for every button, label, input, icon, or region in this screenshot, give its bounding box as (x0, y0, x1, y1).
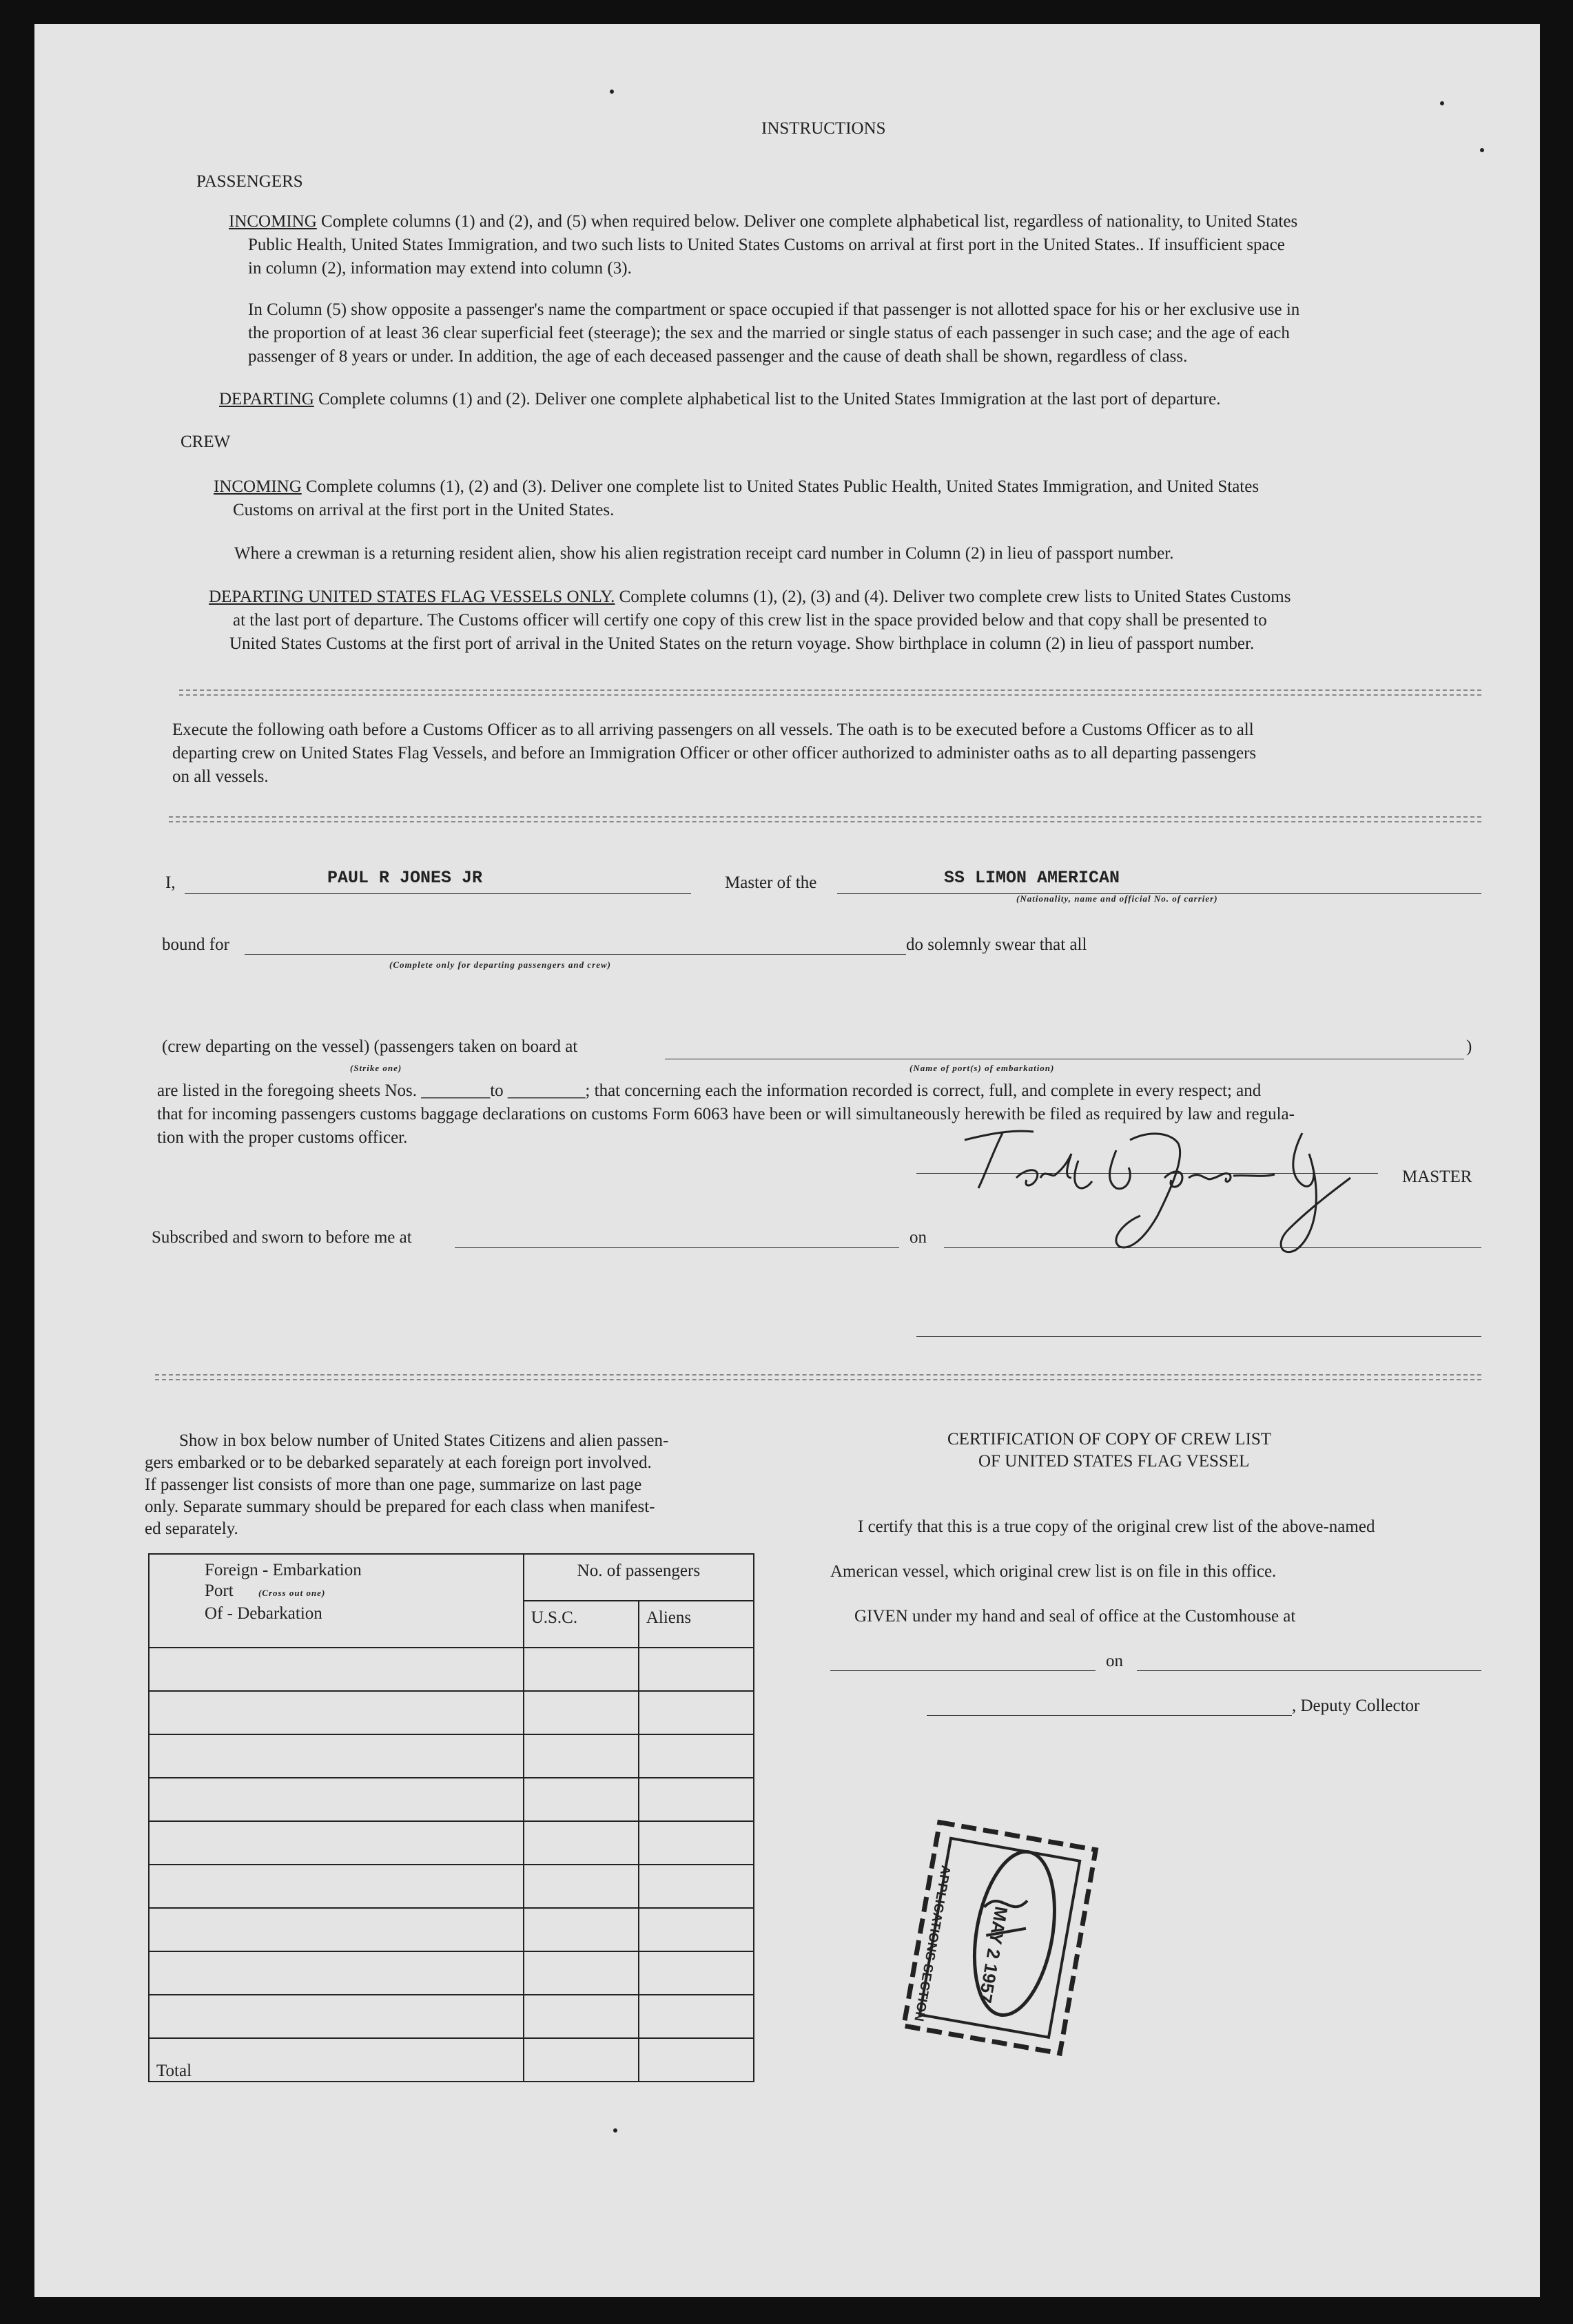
port-header-hint: (Cross out one) (258, 1588, 326, 1598)
aliens-cell[interactable] (639, 1865, 754, 1908)
subscribed-place-line[interactable] (455, 1247, 899, 1248)
certification-title-line1: CERTIFICATION OF COPY OF CREW LIST (947, 1430, 1272, 1449)
certification-title-line2: OF UNITED STATES FLAG VESSEL (978, 1452, 1250, 1471)
aliens-cell[interactable] (639, 1995, 754, 2038)
oath-intro-line3: on all vessels. (172, 767, 269, 786)
usc-cell[interactable] (524, 1691, 639, 1734)
aliens-cell[interactable] (639, 1951, 754, 1995)
aliens-column-header: Aliens (639, 1601, 754, 1648)
summary-intro-line2: gers embarked or to be debarked separately at each foreign port involved. (145, 1453, 652, 1472)
column5-line3: passenger of 8 years or under. In addition, the age of each deceased passenger and the cause of death shall be shown, regardless of class. (248, 347, 1188, 366)
certification-on-label: on (1106, 1652, 1123, 1670)
passenger-summary-table (148, 1553, 754, 2082)
port-cell[interactable] (149, 1908, 524, 1951)
aliens-cell[interactable] (639, 1908, 754, 1951)
port-cell[interactable] (149, 1648, 524, 1691)
certification-date-line[interactable] (1137, 1670, 1481, 1671)
passengers-incoming-text: Complete columns (1) and (2), and (5) when required below. Deliver one complete alphabetical list, regardless of nationality, to United States (321, 212, 1298, 231)
port-cell[interactable] (149, 1995, 524, 2038)
section-divider (179, 689, 1481, 696)
summary-intro-line1: Show in box below number of United States Citizens and alien passen- (179, 1431, 669, 1450)
passenger-count-header: No. of passengers (524, 1554, 754, 1601)
officer-signature-line[interactable] (916, 1336, 1481, 1337)
oath-intro-line2: departing crew on United States Flag Vessels, and before an Immigration Officer or other officer authorized to administer oaths as to all departing passengers (172, 744, 1257, 762)
listed-text: are listed in the foregoing sheets Nos. ________to _________; that concerning each the information recorded is correct, full, and complete in every respect; and (157, 1081, 1262, 1100)
bound-for-label: bound for (162, 935, 229, 954)
aliens-cell[interactable] (639, 1648, 754, 1691)
document-page (34, 24, 1540, 2297)
passengers-heading: PASSENGERS (196, 172, 303, 191)
strike-one-hint: (Strike one) (350, 1063, 402, 1073)
usc-cell[interactable] (524, 1995, 639, 2038)
subscribed-on-label: on (909, 1228, 927, 1247)
scan-speck (610, 90, 614, 94)
usc-total-cell[interactable] (524, 2038, 639, 2082)
total-label: Total (156, 2062, 192, 2080)
certification-text-2: American vessel, which original crew list is on file in this office. (830, 1562, 1277, 1581)
summary-intro-line5: ed separately. (145, 1519, 238, 1538)
summary-intro-line3: If passenger list consists of more than one page, summarize on last page (145, 1475, 642, 1494)
usc-cell[interactable] (524, 1865, 639, 1908)
port-header-line3: Of - Debarkation (205, 1604, 322, 1623)
section-divider (155, 1374, 1481, 1380)
port-cell[interactable] (149, 1778, 524, 1821)
crew-departing-line3: United States Customs at the first port of arrival in the United States on the return voyage. Show birthplace in column (2) in lieu of passport number. (229, 634, 1255, 653)
port-header-line1: Foreign - Embarkation (205, 1561, 362, 1579)
stamp-frame-icon (885, 1812, 1128, 2072)
certification-text-3: GIVEN under my hand and seal of office at the Customhouse at (854, 1607, 1296, 1626)
crew-incoming-label: INCOMING (214, 477, 302, 496)
passengers-departing (219, 388, 1220, 411)
passengers-incoming-label: INCOMING (229, 212, 317, 231)
usc-cell[interactable] (524, 1778, 639, 1821)
baggage-text: that for incoming passengers customs baggage declarations on customs Form 6063 have been or will simultaneously herewith be filed as required by law and regula- (157, 1105, 1295, 1123)
stamp-section: APPLICATIONS SECTION (911, 1864, 953, 2023)
master-of-label: Master of the (725, 873, 817, 892)
oath-intro-line1: Execute the following oath before a Customs Officer as to all arriving passengers on all vessels. The oath is to be executed before a Customs Officer as to all (172, 720, 1254, 739)
column5-line1: In Column (5) show opposite a passenger's name the compartment or space occupied if that passenger is not allotted space for his or her exclusive use in (248, 300, 1300, 319)
stamp-date: MAY 2 1957 (974, 1905, 1012, 2005)
aliens-cell[interactable] (639, 1821, 754, 1865)
ports-hint: (Name of port(s) of embarkation) (909, 1063, 1055, 1073)
bound-for-field-line[interactable] (245, 954, 906, 955)
usc-cell[interactable] (524, 1648, 639, 1691)
port-cell[interactable] (149, 1821, 524, 1865)
aliens-cell[interactable] (639, 1691, 754, 1734)
aliens-total-cell[interactable] (639, 2038, 754, 2082)
master-signature (951, 1112, 1378, 1264)
crew-departing-label: DEPARTING UNITED STATES FLAG VESSELS ONLY. (209, 588, 615, 606)
crew-incoming-text: Complete columns (1), (2) and (3). Deliver one complete list to United States Public Health, United States Immigration, and United States (306, 477, 1260, 496)
total-row-label (149, 2038, 524, 2082)
section-divider (169, 816, 1481, 822)
crew-departing-line2: at the last port of departure. The Customs officer will certify one copy of this crew list in the space provided below and that copy shall be presented to (233, 611, 1267, 630)
port-cell[interactable] (149, 1691, 524, 1734)
port-cell[interactable] (149, 1951, 524, 1995)
crew-incoming (214, 475, 1259, 499)
aliens-cell[interactable] (639, 1734, 754, 1778)
subscribed-label: Subscribed and sworn to before me at (152, 1228, 412, 1247)
summary-intro-line4: only. Separate summary should be prepared for each class when manifest- (145, 1497, 655, 1516)
crew-resident-note: Where a crewman is a returning resident alien, show his alien registration receipt card number in Column (2) in lieu of passport number. (234, 544, 1174, 563)
column5-line2: the proportion of at least 36 clear superficial feet (steerage); the sex and the married or single status of each passenger in such case; and the age of each (248, 324, 1290, 342)
deputy-collector-line[interactable] (927, 1715, 1292, 1716)
usc-cell[interactable] (524, 1821, 639, 1865)
close-paren: ) (1466, 1037, 1472, 1056)
crew-incoming-line2: Customs on arrival at the first port in the United States. (233, 501, 615, 519)
port-cell[interactable] (149, 1865, 524, 1908)
vessel-value: SS LIMON AMERICAN (944, 868, 1120, 888)
deputy-collector-label: , Deputy Collector (1292, 1697, 1420, 1715)
received-stamp (885, 1812, 1128, 2072)
usc-cell[interactable] (524, 1908, 639, 1951)
passengers-incoming (229, 210, 1297, 234)
crew-departing-strike-text: (crew departing on the vessel) (passengers taken on board at (162, 1037, 578, 1056)
scan-speck (1480, 148, 1484, 152)
swear-text: do solemnly swear that all (906, 935, 1087, 954)
name-field-line[interactable] (185, 893, 691, 894)
page-title: INSTRUCTIONS (761, 119, 886, 138)
vessel-field-hint: (Nationality, name and official No. of carrier) (1016, 893, 1218, 904)
usc-cell[interactable] (524, 1734, 639, 1778)
master-title-label: MASTER (1402, 1168, 1472, 1186)
officer-text: tion with the proper customs officer. (157, 1128, 408, 1147)
scan-speck (1440, 101, 1444, 105)
port-column-header (149, 1554, 524, 1648)
passengers-incoming-line3: in column (2), information may extend into column (3). (248, 259, 632, 278)
crew-heading: CREW (181, 433, 231, 451)
scan-speck (613, 2128, 617, 2133)
aliens-cell[interactable] (639, 1778, 754, 1821)
usc-cell[interactable] (524, 1951, 639, 1995)
oath-i-label: I, (165, 873, 176, 892)
port-header-line2: Port (205, 1581, 234, 1600)
customhouse-line[interactable] (830, 1670, 1096, 1671)
port-cell[interactable] (149, 1734, 524, 1778)
passengers-departing-label: DEPARTING (219, 390, 314, 408)
master-name-value: PAUL R JONES JR (327, 868, 483, 888)
passengers-departing-text: Complete columns (1) and (2). Deliver one complete alphabetical list to the United States Immigration at the last port of departure. (318, 390, 1221, 408)
certification-text-1: I certify that this is a true copy of the original crew list of the above-named (858, 1517, 1375, 1536)
crew-departing-text: Complete columns (1), (2), (3) and (4). Deliver two complete crew lists to United States Customs (619, 588, 1291, 606)
passengers-incoming-line2: Public Health, United States Immigration, and two such lists to United States Customs on arrival at first port in the United States.. If insufficient space (248, 236, 1285, 254)
crew-departing (209, 585, 1291, 609)
usc-column-header: U.S.C. (524, 1601, 639, 1648)
bound-for-hint: (Complete only for departing passengers and crew) (389, 959, 611, 970)
subscribed-date-line[interactable] (944, 1247, 1481, 1248)
